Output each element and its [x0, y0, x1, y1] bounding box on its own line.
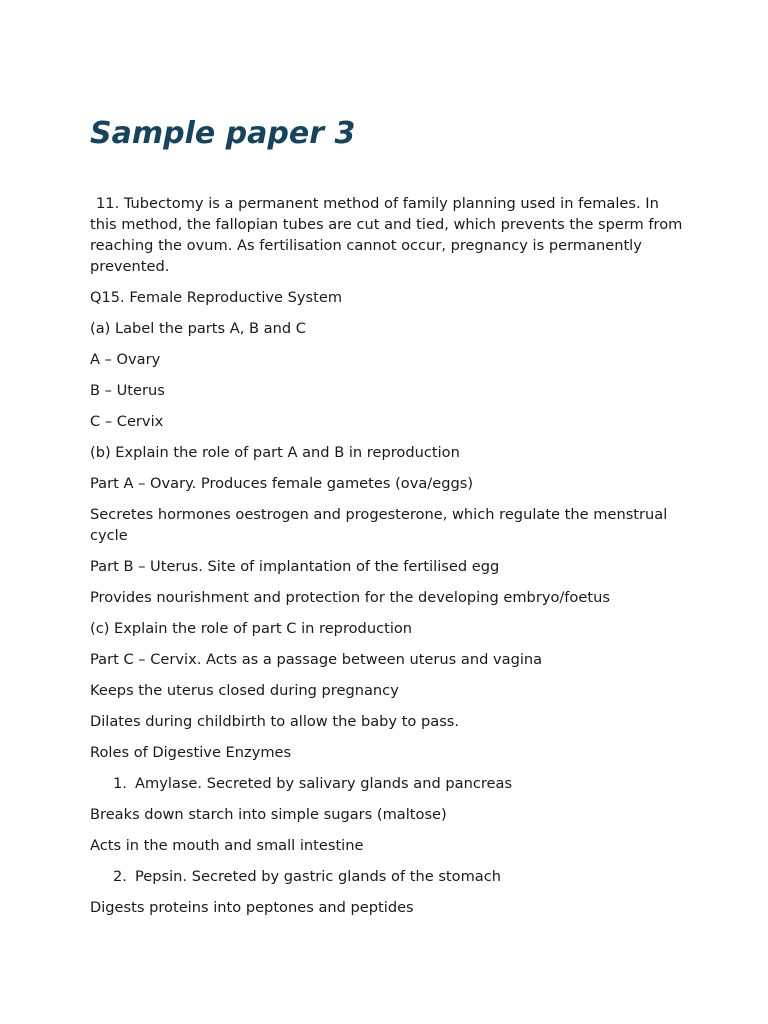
answer-line: Part C – Cervix. Acts as a passage between uterus and vagina: [90, 651, 543, 668]
page-title: Sample paper 3: [90, 116, 356, 151]
label-b: B – Uterus: [90, 382, 165, 399]
numbered-item: [90, 866, 686, 887]
question-part-a: (a) Label the parts A, B and C: [90, 320, 306, 337]
answer-line: Acts in the mouth and small intestine: [90, 837, 364, 854]
item-text: Pepsin. Secreted by gastric glands of the stomach: [135, 868, 502, 885]
answer-line: Keeps the uterus closed during pregnancy: [90, 682, 399, 699]
document-body: [90, 193, 686, 928]
answer-line: Secretes hormones oestrogen and progesterone, which regulate the menstrual cycle: [90, 506, 668, 544]
item-text: Amylase. Secreted by salivary glands and pancreas: [135, 775, 513, 792]
question-part-b: (b) Explain the role of part A and B in reproduction: [90, 444, 460, 461]
answer-line: Provides nourishment and protection for the developing embryo/foetus: [90, 589, 610, 606]
answer-line: Dilates during childbirth to allow the baby to pass.: [90, 713, 460, 730]
label-c: C – Cervix: [90, 413, 164, 430]
tubectomy-paragraph: 11. Tubectomy is a permanent method of family planning used in females. In this method, the fallopian tubes are cut and tied, which prevents the sperm from reaching the ovum. As fertilisation cannot occur, pregnancy is permanently prevented.: [90, 195, 683, 275]
question-part-c: (c) Explain the role of part C in reproduction: [90, 620, 413, 637]
question-heading: Q15. Female Reproductive System: [90, 289, 343, 306]
section-heading: Roles of Digestive Enzymes: [90, 744, 292, 761]
label-a: A – Ovary: [90, 351, 161, 368]
item-number: 2.: [113, 868, 127, 885]
answer-line: Digests proteins into peptones and peptides: [90, 899, 414, 916]
item-number: 1.: [113, 775, 127, 792]
answer-line: Part B – Uterus. Site of implantation of the fertilised egg: [90, 558, 500, 575]
answer-line: Breaks down starch into simple sugars (maltose): [90, 806, 447, 823]
numbered-item: [90, 773, 686, 794]
answer-line: Part A – Ovary. Produces female gametes (ova/eggs): [90, 475, 474, 492]
